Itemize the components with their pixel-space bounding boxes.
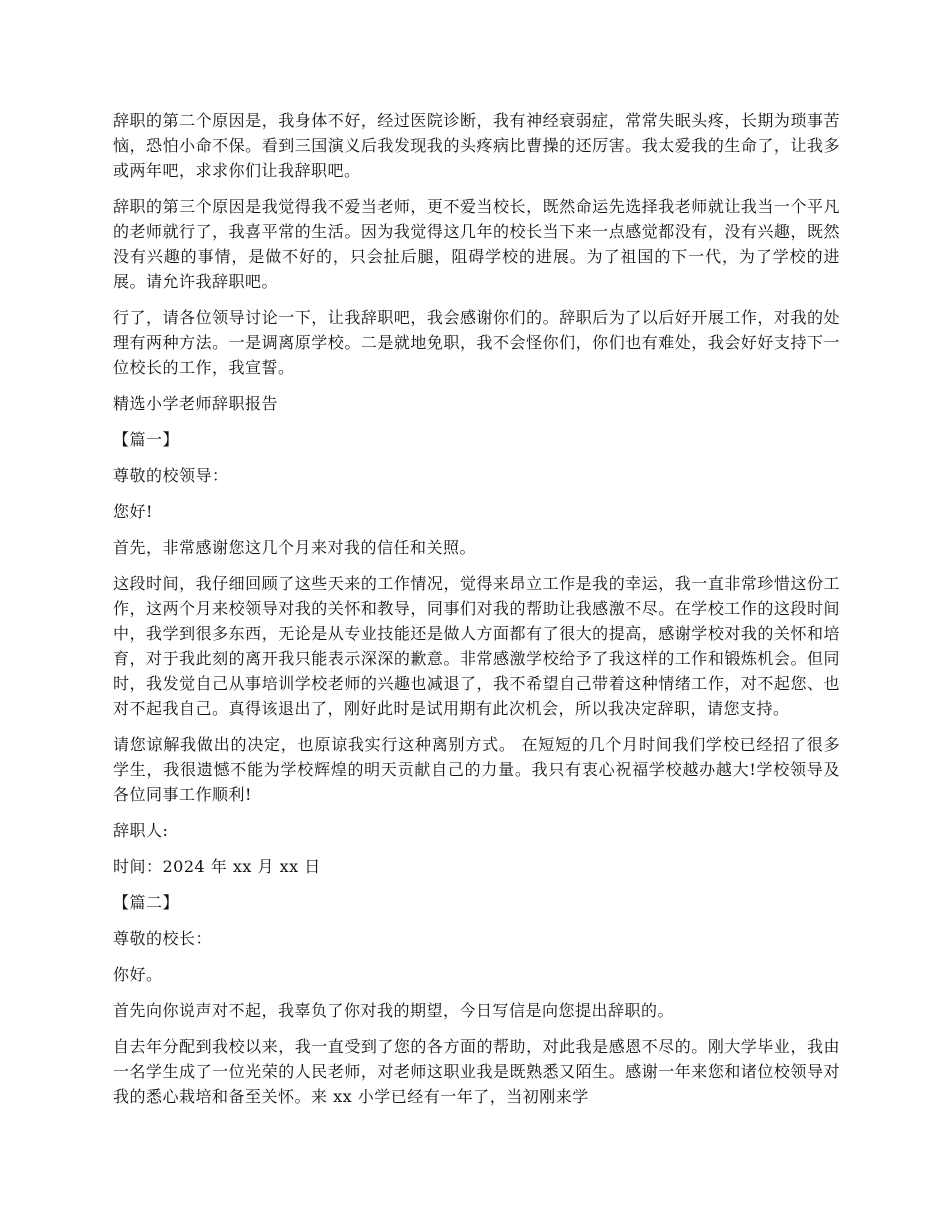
salutation-principal: 尊敬的校长：	[113, 929, 213, 948]
greeting: 您好!	[113, 502, 153, 521]
paragraph-second-reason: 辞职的第二个原因是，我身体不好，经过医院诊断，我有神经衰弱症，常常失眠头疼，长期为琐事苦恼，恐怕小命不保。看到三国演义后我发现我的头疼病比曹操的还厉害。我太爱我的生命了，让我多或两年吧，求求你们让我辞职吧。	[113, 111, 840, 180]
document-body	[113, 108, 840, 1120]
part-one-heading: 【篇一】	[113, 430, 180, 449]
paragraph-sorry: 首先向你说声对不起，我辜负了你对我的期望，今日写信是向您提出辞职的。	[113, 1001, 675, 1020]
paragraph-review: 这段时间，我仔细回顾了这些天来的工作情况，觉得来昂立工作是我的幸运，我一直非常珍惜这份工作，这两个月来校领导对我的关怀和教导，同事们对我的帮助让我感激不尽。在学校工作的这段时间中，我学到很多东西，无论是从专业技能还是做人方面都有了很大的提高，感谢学校对我的关怀和培育，对于我此刻的离开我只能表示深深的歉意。非常感激学校给予了我这样的工作和锻炼机会。但同时，我发觉自己从事培训学校老师的兴趣也减退了，我不希望自己带着这种情绪工作，对不起您、也对不起我自己。真得该退出了，刚好此时是试用期有此次机会，所以我决定辞职，请您支持。	[113, 574, 840, 718]
part-two-heading: 【篇二】	[113, 893, 180, 912]
salutation: 尊敬的校领导：	[113, 466, 229, 485]
date-line: 时间：2024 年 xx 月 xx 日	[113, 857, 321, 876]
paragraph-background: 自去年分配到我校以来，我一直受到了您的各方面的帮助，对此我是感恩不尽的。刚大学毕业，我由一名学生成了一位光荣的人民老师，对老师这职业我是既熟悉又陌生。感谢一年来您和诸位校领导对我的悉心栽培和备至关怀。来 xx 小学已经有一年了，当初刚来学	[113, 1037, 840, 1106]
section-title: 精选小学老师辞职报告	[113, 394, 279, 413]
paragraph-third-reason: 辞职的第三个原因是我觉得我不爱当老师，更不爱当校长，既然命运先选择我老师就让我当一个平凡的老师就行了，我喜平常的生活。因为我觉得这几年的校长当下来一点感觉都没有，没有兴趣，既然没有兴趣的事情，是做不好的，只会扯后腿，阻碍学校的进展。为了祖国的下一代，为了学校的进展。请允许我辞职吧。	[113, 197, 840, 291]
paragraph-thanks: 首先，非常感谢您这几个月来对我的信任和关照。	[113, 538, 477, 557]
paragraph-closing-request: 行了，请各位领导讨论一下，让我辞职吧，我会感谢你们的。辞职后为了以后好开展工作，对我的处理有两种方法。一是调离原学校。二是就地免职，我不会怪你们，你们也有难处，我会好好支持下一位校长的工作，我宣誓。	[113, 308, 840, 377]
greeting-two: 你好。	[113, 965, 163, 984]
paragraph-apology: 请您谅解我做出的决定，也原谅我实行这种离别方式。 在短短的几个月时间我们学校已经招了很多学生，我很遗憾不能为学校辉煌的明天贡献自己的力量。我只有衷心祝福学校越办越大!学校领导及各位同事工作顺利!	[113, 735, 840, 804]
signature-line: 辞职人:	[113, 821, 169, 840]
